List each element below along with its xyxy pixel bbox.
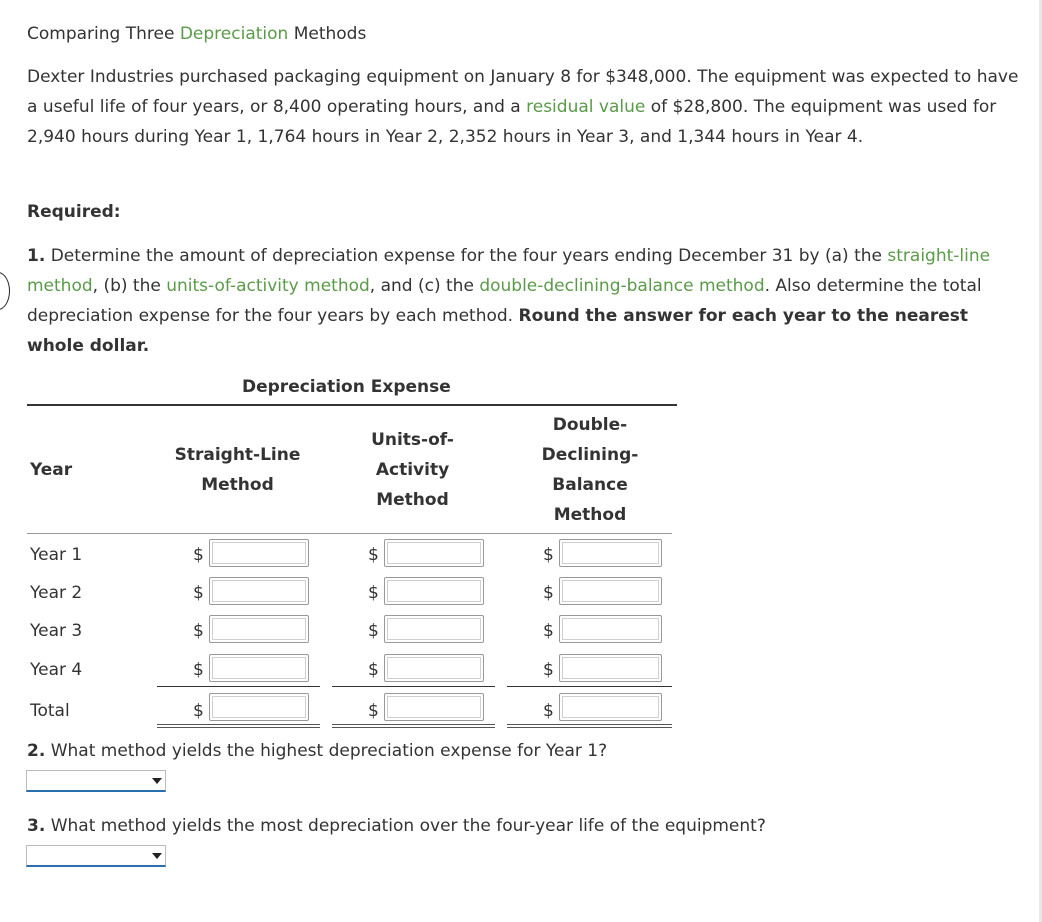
straight-line-link[interactable]: straight-line method: [27, 246, 991, 296]
units-of-activity-link[interactable]: units-of-activity method: [166, 276, 370, 296]
currency-sign: $: [368, 583, 379, 603]
ua-total-input[interactable]: [384, 693, 484, 721]
sl-total-input[interactable]: [209, 693, 309, 721]
dropdown-arrow-icon: [152, 778, 162, 784]
currency-sign: $: [368, 701, 379, 721]
sl-subtotal-rule: [157, 686, 320, 687]
ua-subtotal-rule: [332, 686, 495, 687]
ddb-subtotal-rule: [507, 686, 672, 687]
ua-year-1-input[interactable]: [384, 539, 484, 567]
ua-total-rule-1: [332, 724, 495, 725]
question-1: 1. Determine the amount of depreciation expense for the four years ending December 31 by (a) the straight-line method, (b) the units-of-activity method, and (c) the double-declining-balance method. Also determine the total depreciation expense for the four years by each method. Round the answer for each year to the nearest whole dollar.: [27, 246, 991, 356]
header-double-declining: Double- Declining- Balance Method: [541, 415, 639, 525]
required-heading: Required:: [27, 202, 121, 222]
row-label-year-4: Year 4: [30, 660, 83, 680]
dropdown-arrow-icon: [152, 853, 162, 859]
q3-method-select[interactable]: [26, 845, 166, 867]
header-units-of-activity: Units-of- Activity Method: [371, 430, 454, 510]
collapse-handle[interactable]: [0, 272, 10, 310]
ddb-year-1-input[interactable]: [559, 539, 662, 567]
row-label-year-2: Year 2: [30, 583, 83, 603]
sl-year-1-input[interactable]: [209, 539, 309, 567]
currency-sign: $: [193, 621, 204, 641]
page-title: Comparing Three Depreciation Methods: [27, 24, 367, 44]
currency-sign: $: [193, 660, 204, 680]
header-straight-line: Straight-Line Method: [174, 445, 301, 495]
ddb-year-4-input[interactable]: [559, 654, 662, 682]
row-label-year-3: Year 3: [30, 621, 83, 641]
currency-sign: $: [543, 701, 554, 721]
currency-sign: $: [368, 660, 379, 680]
ua-year-2-input[interactable]: [384, 577, 484, 605]
row-label-total: Total: [30, 701, 70, 721]
sl-year-4-input[interactable]: [209, 654, 309, 682]
currency-sign: $: [368, 621, 379, 641]
sl-total-rule-2: [157, 727, 320, 728]
ua-year-4-input[interactable]: [384, 654, 484, 682]
header-bottom-rule: [27, 533, 672, 534]
sl-total-rule-1: [157, 724, 320, 725]
sl-year-2-input[interactable]: [209, 577, 309, 605]
ddb-total-input[interactable]: [559, 693, 662, 721]
currency-sign: $: [193, 701, 204, 721]
currency-sign: $: [543, 583, 554, 603]
table-top-rule: [27, 404, 677, 406]
question-3: 3. What method yields the most depreciation over the four-year life of the equipment?: [27, 816, 766, 836]
currency-sign: $: [543, 621, 554, 641]
q2-method-select[interactable]: [26, 770, 166, 792]
ddb-year-2-input[interactable]: [559, 577, 662, 605]
problem-intro: Dexter Industries purchased packaging equipment on January 8 for $348,000. The equipment was expected to have a useful life of four years, or 8,400 operating hours, and a residual value of $28,800. The equipment was used for 2,940 hours during Year 1, 1,764 hours in Year 2, 2,352 hours in Year 3, and 1,344 hours in Year 4.: [27, 67, 1019, 147]
row-label-year-1: Year 1: [30, 545, 83, 565]
question-2: 2. What method yields the highest depreciation expense for Year 1?: [27, 741, 608, 761]
ua-total-rule-2: [332, 727, 495, 728]
ddb-total-rule-2: [507, 727, 672, 728]
sl-year-3-input[interactable]: [209, 615, 309, 643]
ddb-year-3-input[interactable]: [559, 615, 662, 643]
currency-sign: $: [193, 583, 204, 603]
ua-year-3-input[interactable]: [384, 615, 484, 643]
currency-sign: $: [193, 545, 204, 565]
header-year: Year: [30, 460, 73, 480]
currency-sign: $: [368, 545, 379, 565]
table-title: Depreciation Expense: [242, 377, 451, 397]
ddb-link[interactable]: double-declining-balance method: [479, 276, 765, 296]
currency-sign: $: [543, 660, 554, 680]
currency-sign: $: [543, 545, 554, 565]
depreciation-link[interactable]: Depreciation: [179, 24, 289, 44]
ddb-total-rule-1: [507, 724, 672, 725]
residual-value-link[interactable]: residual value: [526, 97, 646, 117]
